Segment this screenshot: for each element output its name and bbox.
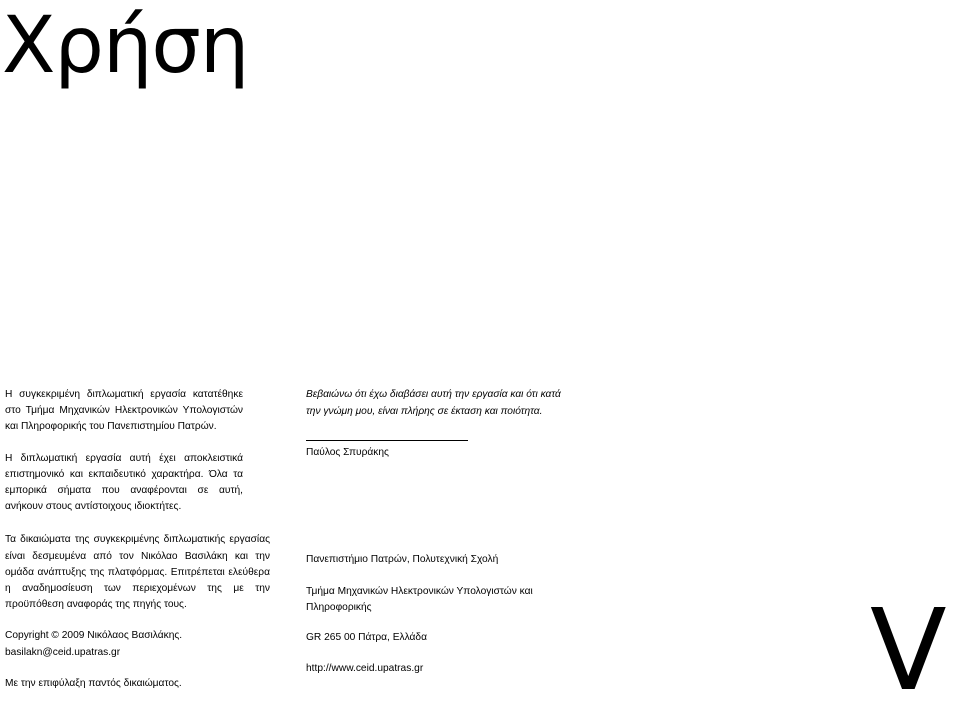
right-column [306,387,576,678]
page-title: Χρήση [2,1,249,91]
author-email[interactable]: basilakn@ceid.upatras.gr [5,646,121,658]
signature-name: Παύλος Σπυράκης [306,446,389,458]
signature-line [306,440,468,441]
postal-address: GR 265 00 Πάτρα, Ελλάδα [306,632,427,644]
supervisor-declaration: Βεβαιώνω ότι έχω διαβάσει αυτή την εργασία και ότι κατά την γνώμη μου, είναι πλήρης σε έκταση και ποιότητα. [306,389,561,417]
department-name: Τμήμα Μηχανικών Ηλεκτρονικών Υπολογιστών και Πληροφορικής [306,586,533,613]
all-rights-reserved: Με την επιφύλαξη παντός δικαιώματος. [5,677,182,689]
academic-nature-note: Η διπλωματική εργασία αυτή έχει αποκλειστικά επιστημονικό και εκπαιδευτικό χαρακτήρα. Όλα τα εμπορικά σήματα που αναφέρονται σε αυτή, ανήκουν στους αντίστοιχους ιδιοκτήτες. [5,452,243,513]
copyright-line: Copyright © 2009 Νικόλαος Βασιλάκης. [5,630,183,642]
copyright-terms: Τα δικαιώματα της συγκεκριμένης διπλωματικής εργασίας είναι δεσμευμένα από τον Νικόλαο Βασιλάκη και την ομάδα ανάπτυξης της πλατφόρμας. Επιτρέπεται ελεύθερα η αναδημοσίευση των περιεχομένων της με την προϋπόθεση αναφοράς της πηγής τους. [5,534,270,611]
left-column [5,387,270,692]
website-link[interactable]: http://www.ceid.upatras.gr [306,663,424,675]
university-name: Πανεπιστήμιο Πατρών, Πολυτεχνική Σχολή [306,554,499,566]
page-numeral: V [870,586,947,716]
submission-note: Η συγκεκριμένη διπλωματική εργασία κατατέθηκε στο Τμήμα Μηχανικών Ηλεκτρονικών Υπολογιστών και Πληροφορικής του Πανεπιστημίου Πατρών. [5,389,243,433]
